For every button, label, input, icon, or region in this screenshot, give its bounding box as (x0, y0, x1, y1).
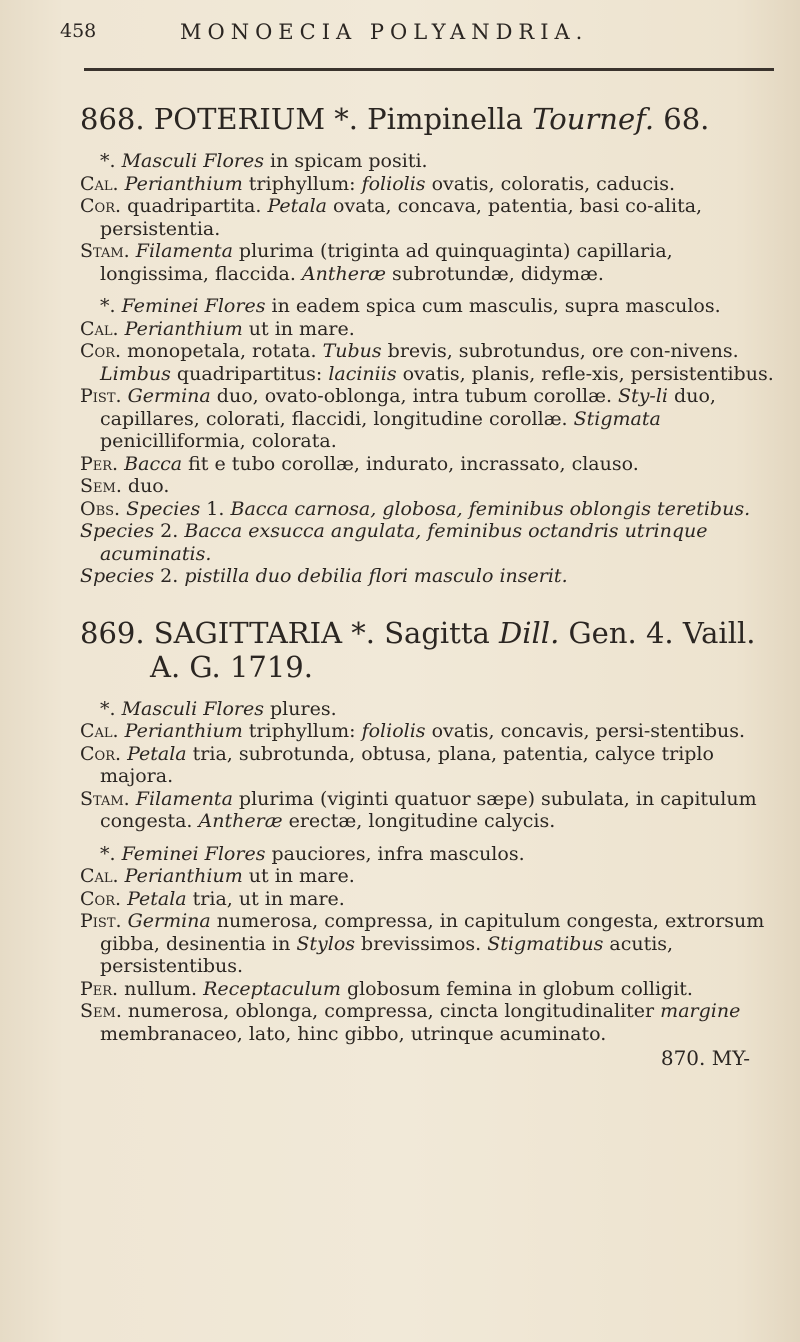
italic-term: Tubus (322, 340, 382, 362)
italic-term: Antheræ (301, 262, 386, 285)
entry-key: Cal. (80, 720, 125, 742)
entry-key: Sem. (80, 475, 128, 497)
section-gap (80, 588, 780, 616)
entry-key: Stam. (80, 240, 136, 262)
entry-text: tria, subrotunda, obtusa, plana, patentia, calyce triplo majora. (100, 742, 714, 787)
flores-text: pauciores, infra masculos. (265, 842, 525, 865)
italic-term: margine (660, 1000, 741, 1022)
entry-key: Cor. (80, 887, 128, 910)
character-entry (80, 788, 780, 833)
italic-term: Petala (127, 742, 187, 765)
entry-text: brevis, subrotundus, ore con-nivens. (381, 340, 739, 362)
entry-text: membranaceo, lato, hinc gibbo, utrinque acuminato. (100, 1022, 607, 1045)
italic-term: foliolis (361, 720, 426, 742)
entry-text: ut in mare. (242, 865, 355, 887)
flores-text: in spicam positi. (263, 150, 428, 172)
character-entry (80, 910, 780, 978)
flores-heading (100, 295, 780, 318)
italic-term: Limbus (100, 362, 171, 385)
character-entry (80, 173, 780, 196)
italic-term: Antheræ (198, 810, 283, 832)
entry-text: plurima (viginti quatuor sæpe) subulata, in capitulum congesta. (100, 787, 757, 832)
flores-heading (100, 150, 780, 173)
italic-term: Receptaculum (203, 977, 341, 1000)
genus-heading (80, 616, 780, 684)
italic-term: Germina (127, 385, 211, 407)
entry-key: Cal. (80, 317, 125, 340)
entry-text: fit e tubo corollæ, indurato, incrassato, clauso. (182, 452, 639, 475)
entry-key: Pist. (80, 910, 128, 932)
character-entry (80, 195, 780, 240)
entry-text: numerosa, oblonga, compressa, cincta longitudinaliter (127, 1000, 661, 1022)
italic-term: Perianthium (124, 317, 243, 340)
italic-term: Stigmatibus (487, 932, 604, 955)
asterisk-mark: *. (100, 697, 122, 720)
italic-term: Perianthium (124, 720, 243, 742)
character-entry (80, 318, 780, 341)
flores-label: Feminei Flores (121, 842, 266, 865)
italic-term: Stigmata (573, 407, 661, 430)
entry-text: ovatis, planis, refle-xis, persistentibus. (396, 362, 774, 385)
main-text (80, 102, 780, 1070)
entry-text: ovata, concava, patentia, basi co-alita, persistentia. (100, 195, 703, 240)
genus-reference: 68. (654, 102, 710, 136)
asterisk-mark: *. (100, 295, 122, 317)
entry-text: triphyllum: (242, 172, 362, 195)
entry-text: 1. (200, 497, 231, 520)
italic-term: Filamenta (135, 240, 233, 262)
running-title: MONOECIA POLYANDRIA. (180, 20, 589, 44)
italic-term: Stylos (296, 932, 356, 955)
entry-text: duo, ovato-oblonga, intra tubum corollæ. (210, 385, 619, 407)
italic-term: Filamenta (135, 787, 233, 810)
entry-key: Per. (80, 977, 125, 1000)
character-entry (80, 1000, 780, 1045)
entry-text: ovatis, coloratis, caducis. (425, 172, 676, 195)
entry-key: Stam. (80, 787, 136, 810)
entry-text: subrotundæ, didymæ. (385, 262, 604, 285)
character-entry (80, 743, 780, 788)
entry-text: numerosa, compressa, in capitulum congesta, extrorsum gibba, desinentia in (100, 910, 765, 955)
flores-label: Masculi Flores (121, 150, 264, 172)
character-entry (80, 498, 780, 521)
entry-text: penicilliformia, colorata. (100, 430, 337, 452)
flores-text: plures. (263, 697, 337, 720)
asterisk-mark: *. (100, 150, 122, 172)
genus-title: 868. POTERIUM *. Pimpinella (80, 102, 533, 136)
entry-text: duo. (127, 475, 170, 497)
entry-key: Sem. (80, 1000, 128, 1022)
entry-key: Cor. (80, 340, 128, 362)
genus-reference-cont: A. G. 1719. (150, 649, 313, 684)
page-number: 458 (60, 20, 97, 42)
entry-key: Cal. (80, 172, 125, 195)
italic-term: Species (126, 497, 201, 520)
italic-term: Germina (127, 910, 211, 932)
character-entry (80, 865, 780, 888)
entry-key: Pist. (80, 385, 128, 407)
character-entry (80, 385, 780, 453)
flores-label: Feminei Flores (121, 295, 266, 317)
header-rule (84, 68, 774, 71)
catchword: 870. MY- (660, 1046, 750, 1070)
entry-text: 2. (154, 565, 185, 587)
entry-text: quadripartita. (127, 195, 268, 217)
italic-term: Bacca carnosa, globosa, feminibus oblongis teretibus. (230, 497, 751, 520)
entry-text: nullum. (124, 977, 204, 1000)
genus-title: 869. SAGITTARIA *. Sagitta (80, 615, 499, 650)
entry-key: Cor. (80, 742, 128, 765)
genus-heading (80, 102, 780, 136)
entry-key: Cal. (80, 865, 125, 887)
character-entry (80, 240, 780, 285)
character-entry (80, 520, 780, 565)
character-entry (80, 475, 780, 498)
italic-term: pistilla duo debilia flori masculo inserit. (184, 565, 568, 587)
flores-label: Masculi Flores (121, 697, 264, 720)
italic-term: Bacca (124, 452, 183, 475)
entry-key: Obs. (80, 497, 127, 520)
character-entry (80, 888, 780, 911)
entry-text: ut in mare. (242, 317, 355, 340)
entry-text: tria, ut in mare. (186, 887, 345, 910)
italic-term: Petala (267, 195, 327, 217)
italic-term: Petala (127, 887, 187, 910)
flores-heading (100, 698, 780, 721)
italic-term: Perianthium (124, 172, 243, 195)
entry-text: duo, capillares, colorati, flaccidi, longitudine corollæ. (100, 385, 716, 430)
italic-term: Perianthium (124, 865, 243, 887)
character-entry (80, 978, 780, 1001)
italic-term: laciniis (328, 362, 397, 385)
entry-text: erectæ, longitudine calycis. (282, 810, 556, 832)
entry-text: acutis, persistentibus. (100, 932, 674, 977)
entry-text: monopetala, rotata. (127, 340, 323, 362)
page-header (60, 20, 780, 56)
genus-reference: Gen. 4. Vaill. (559, 615, 756, 650)
italic-term: Species (80, 520, 155, 542)
character-entry (80, 453, 780, 476)
entry-key: Per. (80, 452, 125, 475)
character-entry (80, 565, 780, 588)
flores-heading (100, 843, 780, 866)
character-entry (80, 720, 780, 743)
genus-authority: Tournef. (532, 102, 655, 136)
entry-text: ovatis, concavis, persi-stentibus. (425, 720, 746, 742)
entry-text: brevissimos. (355, 932, 488, 955)
asterisk-mark: *. (100, 842, 122, 865)
italic-term: Species (80, 565, 155, 587)
italic-term: Bacca exsucca angulata, feminibus octandris utrinque acuminatis. (100, 520, 708, 565)
genus-authority: Dill. (499, 615, 560, 650)
entry-text: globosum femina in globum colligit. (340, 977, 693, 1000)
entry-text: 2. (154, 520, 185, 542)
entry-text: quadripartitus: (170, 362, 329, 385)
entry-text: triphyllum: (242, 720, 362, 742)
character-entry (80, 340, 780, 385)
italic-term: foliolis (361, 172, 426, 195)
entry-text: plurima (triginta ad quinquaginta) capillaria, longissima, flaccida. (100, 240, 673, 285)
italic-term: Sty-li (618, 385, 669, 407)
flores-text: in eadem spica cum masculis, supra masculos. (265, 295, 721, 317)
entry-key: Cor. (80, 195, 128, 217)
